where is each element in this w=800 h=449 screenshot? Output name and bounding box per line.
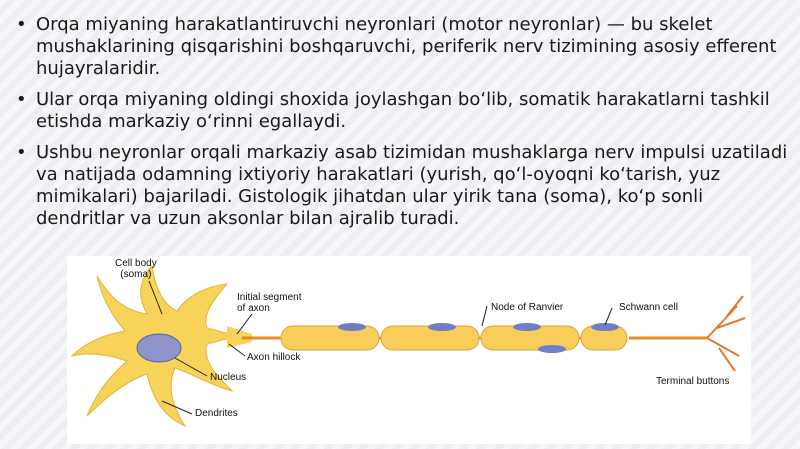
bullet-text: Orqa miyaning harakatlantiruvchi neyronlari (motor neyronlar) — bu skelet mushaklarining qisqarishini boshqaruvchi, periferik nerv tizimining asosiy efferent hujayralaridir.: [36, 14, 777, 79]
label-nucleus: Nucleus: [210, 372, 247, 383]
label-cell-body-line1: Cell body: [115, 258, 157, 269]
schwann-nucleus: [538, 345, 566, 353]
nucleus-shape: [137, 334, 181, 362]
label-cell-body: [115, 258, 157, 280]
label-initial-segment-line1: Initial segment: [237, 292, 302, 303]
bullet-marker: •: [16, 14, 27, 35]
label-initial-segment-line2: of axon: [237, 303, 270, 314]
schwann-nucleus: [428, 323, 456, 331]
label-terminal-buttons: Terminal buttons: [656, 376, 730, 387]
schwann-nucleus: [338, 323, 366, 331]
myelin-sheath: [281, 326, 379, 350]
label-dendrites: Dendrites: [195, 408, 238, 419]
label-axon-hillock: Axon hillock: [247, 352, 301, 363]
leader-line: [237, 314, 252, 334]
neuron-illustration: [67, 256, 751, 444]
bullet-marker: •: [16, 89, 27, 110]
bullet-list: [14, 14, 790, 239]
label-cell-body-line2: (soma): [120, 269, 152, 280]
bullet-text: Ushbu neyronlar orqali markaziy asab tizimidan mushaklarga nerv impulsi uzatiladi va natijada odamning ixtiyoriy harakatlari (yurish, qo‘l-oyoqni ko‘tarish, yuz mimikalari) bajariladi. Gistologik jihatdan ular yirik tana (soma), ko‘p sonli dendritlar va uzun aksonlar bilan ajralib turadi.: [36, 142, 788, 229]
bullet-item: [14, 89, 790, 133]
terminal-branch: [727, 296, 743, 316]
leader-line: [605, 308, 612, 325]
leader-line: [229, 344, 245, 356]
schwann-nucleus: [513, 323, 541, 331]
leader-line: [482, 306, 487, 326]
bullet-text: Ular orqa miyaning oldingi shoxida joylashgan bo‘lib, somatik harakatlarni tashkil etishda markaziy o‘rinni egallaydi.: [36, 89, 770, 132]
label-node-of-ranvier: Node of Ranvier: [491, 302, 564, 313]
bullet-item: [14, 142, 790, 230]
myelin-sheath: [381, 326, 479, 350]
bullet-item: [14, 14, 790, 80]
bullet-marker: •: [16, 142, 27, 163]
neuron-diagram: [67, 256, 751, 444]
label-schwann-cell: Schwann cell: [619, 302, 678, 313]
label-initial-segment: [237, 292, 301, 314]
